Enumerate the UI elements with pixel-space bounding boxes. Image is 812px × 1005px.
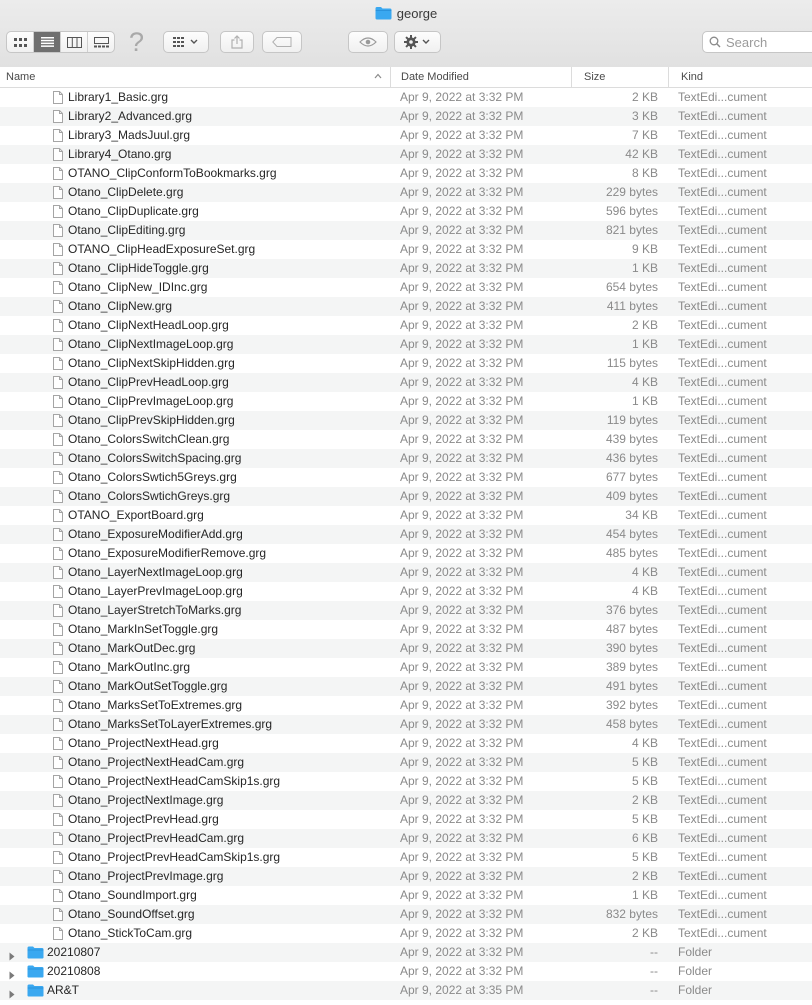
row-date-modified: Apr 9, 2022 at 3:32 PM bbox=[400, 660, 524, 674]
file-row[interactable] bbox=[0, 867, 812, 886]
row-name: Otano_ProjectPrevHeadCam.grg bbox=[68, 831, 245, 845]
row-kind: TextEdi...cument bbox=[678, 660, 767, 674]
file-row[interactable] bbox=[0, 601, 812, 620]
file-row[interactable] bbox=[0, 202, 812, 221]
folder-row[interactable] bbox=[0, 962, 812, 981]
quick-look-button[interactable] bbox=[348, 31, 388, 53]
row-date-modified: Apr 9, 2022 at 3:32 PM bbox=[400, 736, 524, 750]
folder-row[interactable] bbox=[0, 981, 812, 1000]
share-icon bbox=[231, 35, 243, 49]
row-date-modified: Apr 9, 2022 at 3:32 PM bbox=[400, 508, 524, 522]
file-row[interactable] bbox=[0, 221, 812, 240]
row-name: OTANO_ClipConformToBookmarks.grg bbox=[68, 166, 277, 180]
action-menu-button[interactable] bbox=[394, 31, 441, 53]
row-size: 411 bytes bbox=[606, 299, 658, 313]
gallery-view-button[interactable] bbox=[88, 32, 114, 52]
row-date-modified: Apr 9, 2022 at 3:32 PM bbox=[400, 147, 524, 161]
row-date-modified: Apr 9, 2022 at 3:32 PM bbox=[400, 565, 524, 579]
row-name: Otano_SoundOffset.grg bbox=[68, 907, 195, 921]
row-size: 439 bytes bbox=[605, 432, 658, 446]
row-kind: TextEdi...cument bbox=[678, 242, 767, 256]
row-date-modified: Apr 9, 2022 at 3:32 PM bbox=[400, 109, 524, 123]
search-placeholder: Search bbox=[726, 34, 768, 50]
tags-button[interactable] bbox=[262, 31, 302, 53]
row-kind: TextEdi...cument bbox=[678, 717, 767, 731]
file-row[interactable] bbox=[0, 164, 812, 183]
row-name: OTANO_ExportBoard.grg bbox=[68, 508, 204, 522]
row-kind: TextEdi...cument bbox=[678, 565, 767, 579]
row-size: 832 bytes bbox=[605, 907, 658, 921]
row-date-modified: Apr 9, 2022 at 3:32 PM bbox=[400, 831, 524, 845]
row-size: 119 bytes bbox=[606, 413, 658, 427]
row-size: 115 bytes bbox=[606, 356, 658, 370]
row-size: 390 bytes bbox=[605, 641, 658, 655]
row-kind: TextEdi...cument bbox=[678, 584, 767, 598]
row-name: Otano_ClipNew_IDInc.grg bbox=[68, 280, 208, 294]
row-kind: TextEdi...cument bbox=[678, 641, 767, 655]
row-kind: TextEdi...cument bbox=[678, 90, 767, 104]
row-size: 436 bytes bbox=[605, 451, 658, 465]
file-row[interactable] bbox=[0, 525, 812, 544]
column-header-kind[interactable] bbox=[675, 67, 812, 87]
row-kind: TextEdi...cument bbox=[678, 907, 767, 921]
row-name: Otano_MarkInSetToggle.grg bbox=[68, 622, 219, 636]
row-size: 2 KB bbox=[631, 869, 658, 883]
row-name: AR&T bbox=[47, 983, 80, 997]
sort-ascending-icon bbox=[374, 73, 382, 79]
gear-icon bbox=[404, 35, 432, 49]
row-date-modified: Apr 9, 2022 at 3:32 PM bbox=[400, 128, 524, 142]
row-date-modified: Apr 9, 2022 at 3:32 PM bbox=[400, 546, 524, 560]
row-date-modified: Apr 9, 2022 at 3:32 PM bbox=[400, 622, 524, 636]
row-kind: TextEdi...cument bbox=[678, 527, 767, 541]
row-kind: TextEdi...cument bbox=[678, 337, 767, 351]
row-size: 677 bytes bbox=[605, 470, 658, 484]
file-row[interactable] bbox=[0, 107, 812, 126]
row-size: 458 bytes bbox=[605, 717, 658, 731]
row-size: -- bbox=[650, 983, 658, 997]
row-date-modified: Apr 9, 2022 at 3:32 PM bbox=[400, 413, 524, 427]
file-row[interactable] bbox=[0, 259, 812, 278]
row-size: 1 KB bbox=[631, 337, 658, 351]
row-kind: TextEdi...cument bbox=[678, 394, 767, 408]
file-row[interactable] bbox=[0, 905, 812, 924]
row-size: 5 KB bbox=[631, 850, 658, 864]
file-row[interactable] bbox=[0, 886, 812, 905]
share-button[interactable] bbox=[220, 31, 254, 53]
row-kind: TextEdi...cument bbox=[678, 698, 767, 712]
file-row[interactable] bbox=[0, 316, 812, 335]
row-date-modified: Apr 9, 2022 at 3:32 PM bbox=[400, 337, 524, 351]
row-name: Otano_ClipEditing.grg bbox=[68, 223, 186, 237]
row-size: 2 KB bbox=[631, 793, 658, 807]
row-kind: TextEdi...cument bbox=[678, 299, 767, 313]
row-name: Otano_ProjectNextImage.grg bbox=[68, 793, 224, 807]
row-name: Library4_Otano.grg bbox=[68, 147, 172, 161]
window-title: george bbox=[396, 5, 438, 21]
row-kind: TextEdi...cument bbox=[678, 926, 767, 940]
row-kind: TextEdi...cument bbox=[678, 470, 767, 484]
file-row[interactable] bbox=[0, 677, 812, 696]
file-row[interactable] bbox=[0, 430, 812, 449]
file-row[interactable] bbox=[0, 620, 812, 639]
row-date-modified: Apr 9, 2022 at 3:32 PM bbox=[400, 223, 524, 237]
file-row[interactable] bbox=[0, 392, 812, 411]
column-view-icon bbox=[67, 37, 82, 48]
row-size: 42 KB bbox=[625, 147, 658, 161]
row-size: 2 KB bbox=[631, 318, 658, 332]
search-icon bbox=[709, 36, 721, 48]
row-kind: TextEdi...cument bbox=[678, 888, 767, 902]
file-row[interactable] bbox=[0, 734, 812, 753]
row-size: 389 bytes bbox=[605, 660, 658, 674]
row-date-modified: Apr 9, 2022 at 3:32 PM bbox=[400, 261, 524, 275]
row-date-modified: Apr 9, 2022 at 3:32 PM bbox=[400, 356, 524, 370]
folder-icon bbox=[27, 984, 44, 1003]
row-kind: TextEdi...cument bbox=[678, 413, 767, 427]
file-row[interactable] bbox=[0, 544, 812, 563]
row-size: 6 KB bbox=[631, 831, 658, 845]
file-row[interactable] bbox=[0, 506, 812, 525]
row-name: Otano_ColorsSwtich5Greys.grg bbox=[68, 470, 237, 484]
row-size: 5 KB bbox=[631, 812, 658, 826]
tag-icon bbox=[272, 37, 292, 47]
row-kind: TextEdi...cument bbox=[678, 774, 767, 788]
row-name: Otano_MarksSetToLayerExtremes.grg bbox=[68, 717, 273, 731]
file-row[interactable] bbox=[0, 335, 812, 354]
row-kind: TextEdi...cument bbox=[678, 356, 767, 370]
row-name: Otano_ExposureModifierAdd.grg bbox=[68, 527, 243, 541]
file-row[interactable] bbox=[0, 563, 812, 582]
folder-icon bbox=[375, 6, 392, 20]
row-date-modified: Apr 9, 2022 at 3:32 PM bbox=[400, 679, 524, 693]
row-name: Otano_ColorsSwitchClean.grg bbox=[68, 432, 230, 446]
row-date-modified: Apr 9, 2022 at 3:32 PM bbox=[400, 793, 524, 807]
row-name: Otano_LayerNextImageLoop.grg bbox=[68, 565, 243, 579]
row-kind: TextEdi...cument bbox=[678, 736, 767, 750]
file-row[interactable] bbox=[0, 373, 812, 392]
row-date-modified: Apr 9, 2022 at 3:32 PM bbox=[400, 641, 524, 655]
row-kind: Folder bbox=[678, 983, 713, 997]
row-size: 1 KB bbox=[631, 394, 658, 408]
row-size: 487 bytes bbox=[605, 622, 658, 636]
row-name: Otano_MarkOutInc.grg bbox=[68, 660, 191, 674]
row-kind: TextEdi...cument bbox=[678, 869, 767, 883]
row-size: 409 bytes bbox=[605, 489, 658, 503]
row-date-modified: Apr 9, 2022 at 3:32 PM bbox=[400, 204, 524, 218]
file-row[interactable] bbox=[0, 772, 812, 791]
column-header-name-label: Name bbox=[6, 71, 36, 83]
row-date-modified: Apr 9, 2022 at 3:32 PM bbox=[400, 242, 524, 256]
file-row[interactable] bbox=[0, 183, 812, 202]
row-name: Library2_Advanced.grg bbox=[68, 109, 193, 123]
row-date-modified: Apr 9, 2022 at 3:32 PM bbox=[400, 926, 524, 940]
row-name: Otano_ProjectNextHead.grg bbox=[68, 736, 219, 750]
row-date-modified: Apr 9, 2022 at 3:32 PM bbox=[400, 584, 524, 598]
row-size: -- bbox=[650, 964, 658, 978]
row-name: Otano_ColorsSwitchSpacing.grg bbox=[68, 451, 242, 465]
file-row[interactable] bbox=[0, 658, 812, 677]
column-header-size-label: Size bbox=[584, 71, 606, 83]
row-date-modified: Apr 9, 2022 at 3:32 PM bbox=[400, 888, 524, 902]
row-kind: TextEdi...cument bbox=[678, 318, 767, 332]
group-icon bbox=[173, 37, 199, 47]
row-size: 2 KB bbox=[631, 90, 658, 104]
row-name: Otano_ProjectPrevHeadCamSkip1s.grg bbox=[68, 850, 281, 864]
row-name: Library1_Basic.grg bbox=[68, 90, 169, 104]
row-name: Otano_LayerPrevImageLoop.grg bbox=[68, 584, 243, 598]
column-header-size[interactable] bbox=[578, 67, 669, 87]
row-date-modified: Apr 9, 2022 at 3:32 PM bbox=[400, 774, 524, 788]
icon-view-icon bbox=[14, 38, 27, 47]
row-name: Otano_ClipNextHeadLoop.grg bbox=[68, 318, 229, 332]
row-name: Otano_ClipPrevSkipHidden.grg bbox=[68, 413, 235, 427]
help-button[interactable]: ? bbox=[129, 27, 145, 57]
file-row[interactable] bbox=[0, 88, 812, 107]
row-kind: TextEdi...cument bbox=[678, 850, 767, 864]
list-view-button[interactable] bbox=[34, 32, 61, 52]
row-name: Otano_StickToCam.grg bbox=[68, 926, 193, 940]
row-size: 3 KB bbox=[631, 109, 658, 123]
file-row[interactable] bbox=[0, 240, 812, 259]
row-date-modified: Apr 9, 2022 at 3:32 PM bbox=[400, 280, 524, 294]
row-kind: TextEdi...cument bbox=[678, 508, 767, 522]
row-name: Otano_ProjectPrevHead.grg bbox=[68, 812, 219, 826]
file-row[interactable] bbox=[0, 639, 812, 658]
row-size: 596 bytes bbox=[605, 204, 658, 218]
gallery-view-icon bbox=[94, 37, 109, 48]
row-size: 1 KB bbox=[631, 888, 658, 902]
file-row[interactable] bbox=[0, 278, 812, 297]
column-header-name[interactable] bbox=[0, 67, 391, 87]
row-kind: Folder bbox=[678, 945, 713, 959]
row-name: Otano_ClipDelete.grg bbox=[68, 185, 184, 199]
file-row[interactable] bbox=[0, 848, 812, 867]
row-size: 4 KB bbox=[631, 375, 658, 389]
row-name: Otano_ClipPrevHeadLoop.grg bbox=[68, 375, 229, 389]
row-kind: TextEdi...cument bbox=[678, 812, 767, 826]
row-size: 392 bytes bbox=[605, 698, 658, 712]
list-view-icon bbox=[41, 37, 54, 47]
row-kind: TextEdi...cument bbox=[678, 793, 767, 807]
row-kind: Folder bbox=[678, 964, 713, 978]
row-date-modified: Apr 9, 2022 at 3:32 PM bbox=[400, 698, 524, 712]
row-kind: TextEdi...cument bbox=[678, 109, 767, 123]
row-kind: TextEdi...cument bbox=[678, 755, 767, 769]
row-size: 491 bytes bbox=[605, 679, 658, 693]
row-name: 20210808 bbox=[47, 964, 101, 978]
view-mode-switcher[interactable] bbox=[6, 31, 115, 53]
row-date-modified: Apr 9, 2022 at 3:32 PM bbox=[400, 185, 524, 199]
row-size: 34 KB bbox=[625, 508, 658, 522]
row-date-modified: Apr 9, 2022 at 3:32 PM bbox=[400, 299, 524, 313]
file-row[interactable] bbox=[0, 924, 812, 943]
row-name: Otano_ClipNew.grg bbox=[68, 299, 173, 313]
row-size: 9 KB bbox=[631, 242, 658, 256]
row-date-modified: Apr 9, 2022 at 3:32 PM bbox=[400, 166, 524, 180]
window-title-bar bbox=[0, 4, 812, 22]
row-name: Otano_ProjectNextHeadCamSkip1s.grg bbox=[68, 774, 281, 788]
row-date-modified: Apr 9, 2022 at 3:32 PM bbox=[400, 907, 524, 921]
file-row[interactable] bbox=[0, 126, 812, 145]
row-name: Otano_ExposureModifierRemove.grg bbox=[68, 546, 267, 560]
row-kind: TextEdi...cument bbox=[678, 489, 767, 503]
row-kind: TextEdi...cument bbox=[678, 451, 767, 465]
file-row[interactable] bbox=[0, 791, 812, 810]
row-kind: TextEdi...cument bbox=[678, 679, 767, 693]
file-row[interactable] bbox=[0, 411, 812, 430]
row-date-modified: Apr 9, 2022 at 3:32 PM bbox=[400, 375, 524, 389]
row-size: 5 KB bbox=[631, 774, 658, 788]
row-kind: TextEdi...cument bbox=[678, 432, 767, 446]
row-date-modified: Apr 9, 2022 at 3:32 PM bbox=[400, 318, 524, 332]
row-date-modified: Apr 9, 2022 at 3:32 PM bbox=[400, 755, 524, 769]
row-kind: TextEdi...cument bbox=[678, 128, 767, 142]
window-toolbar bbox=[0, 0, 812, 68]
row-date-modified: Apr 9, 2022 at 3:32 PM bbox=[400, 945, 524, 959]
row-size: 8 KB bbox=[631, 166, 658, 180]
row-size: 1 KB bbox=[631, 261, 658, 275]
group-by-button[interactable] bbox=[163, 31, 209, 53]
column-view-button[interactable] bbox=[61, 32, 88, 52]
file-row[interactable] bbox=[0, 449, 812, 468]
column-header-kind-label: Kind bbox=[681, 71, 704, 83]
row-name: Otano_ProjectNextHeadCam.grg bbox=[68, 755, 245, 769]
row-kind: TextEdi...cument bbox=[678, 166, 767, 180]
file-row[interactable] bbox=[0, 753, 812, 772]
row-size: 454 bytes bbox=[605, 527, 658, 541]
file-row[interactable] bbox=[0, 297, 812, 316]
row-kind: TextEdi...cument bbox=[678, 204, 767, 218]
row-date-modified: Apr 9, 2022 at 3:32 PM bbox=[400, 964, 524, 978]
row-kind: TextEdi...cument bbox=[678, 261, 767, 275]
row-kind: TextEdi...cument bbox=[678, 546, 767, 560]
row-size: 2 KB bbox=[631, 926, 658, 940]
row-name: Library3_MadsJuul.grg bbox=[68, 128, 191, 142]
row-kind: TextEdi...cument bbox=[678, 375, 767, 389]
row-name: 20210807 bbox=[47, 945, 101, 959]
row-kind: TextEdi...cument bbox=[678, 223, 767, 237]
row-name: Otano_ProjectPrevImage.grg bbox=[68, 869, 224, 883]
row-name: Otano_MarkOutDec.grg bbox=[68, 641, 196, 655]
file-row[interactable] bbox=[0, 468, 812, 487]
row-date-modified: Apr 9, 2022 at 3:32 PM bbox=[400, 717, 524, 731]
column-header-bar bbox=[0, 67, 812, 88]
row-date-modified: Apr 9, 2022 at 3:32 PM bbox=[400, 470, 524, 484]
icon-view-button[interactable] bbox=[7, 32, 34, 52]
row-date-modified: Apr 9, 2022 at 3:32 PM bbox=[400, 451, 524, 465]
row-size: 7 KB bbox=[631, 128, 658, 142]
row-size: 229 bytes bbox=[605, 185, 658, 199]
row-name: Otano_ClipHideToggle.grg bbox=[68, 261, 209, 275]
search-field[interactable] bbox=[702, 31, 812, 53]
row-name: Otano_ClipNextSkipHidden.grg bbox=[68, 356, 235, 370]
row-kind: TextEdi...cument bbox=[678, 831, 767, 845]
row-kind: TextEdi...cument bbox=[678, 147, 767, 161]
file-row[interactable] bbox=[0, 487, 812, 506]
row-name: Otano_LayerStretchToMarks.grg bbox=[68, 603, 242, 617]
row-name: Otano_SoundImport.grg bbox=[68, 888, 197, 902]
row-name: Otano_MarkOutSetToggle.grg bbox=[68, 679, 228, 693]
file-row[interactable] bbox=[0, 715, 812, 734]
file-row[interactable] bbox=[0, 696, 812, 715]
row-size: 4 KB bbox=[631, 565, 658, 579]
file-row[interactable] bbox=[0, 582, 812, 601]
row-name: Otano_ClipDuplicate.grg bbox=[68, 204, 199, 218]
row-date-modified: Apr 9, 2022 at 3:32 PM bbox=[400, 869, 524, 883]
row-date-modified: Apr 9, 2022 at 3:32 PM bbox=[400, 850, 524, 864]
row-size: -- bbox=[650, 945, 658, 959]
column-header-date-label: Date Modified bbox=[401, 71, 469, 83]
row-date-modified: Apr 9, 2022 at 3:32 PM bbox=[400, 603, 524, 617]
row-kind: TextEdi...cument bbox=[678, 622, 767, 636]
row-size: 5 KB bbox=[631, 755, 658, 769]
row-date-modified: Apr 9, 2022 at 3:32 PM bbox=[400, 394, 524, 408]
row-date-modified: Apr 9, 2022 at 3:35 PM bbox=[400, 983, 524, 997]
row-size: 4 KB bbox=[631, 584, 658, 598]
folder-row[interactable] bbox=[0, 943, 812, 962]
row-date-modified: Apr 9, 2022 at 3:32 PM bbox=[400, 527, 524, 541]
file-row[interactable] bbox=[0, 829, 812, 848]
file-row[interactable] bbox=[0, 810, 812, 829]
row-size: 4 KB bbox=[631, 736, 658, 750]
row-name: Otano_ColorsSwtichGreys.grg bbox=[68, 489, 231, 503]
row-date-modified: Apr 9, 2022 at 3:32 PM bbox=[400, 489, 524, 503]
row-size: 654 bytes bbox=[605, 280, 658, 294]
file-row[interactable] bbox=[0, 354, 812, 373]
row-kind: TextEdi...cument bbox=[678, 603, 767, 617]
row-size: 376 bytes bbox=[605, 603, 658, 617]
row-name: Otano_MarksSetToExtremes.grg bbox=[68, 698, 243, 712]
row-name: Otano_ClipPrevImageLoop.grg bbox=[68, 394, 234, 408]
disclosure-triangle-icon[interactable] bbox=[9, 986, 15, 1005]
row-name: Otano_ClipNextImageLoop.grg bbox=[68, 337, 234, 351]
eye-icon bbox=[359, 37, 377, 47]
row-size: 485 bytes bbox=[605, 546, 658, 560]
row-date-modified: Apr 9, 2022 at 3:32 PM bbox=[400, 812, 524, 826]
row-kind: TextEdi...cument bbox=[678, 280, 767, 294]
file-row[interactable] bbox=[0, 145, 812, 164]
row-date-modified: Apr 9, 2022 at 3:32 PM bbox=[400, 432, 524, 446]
row-size: 821 bytes bbox=[605, 223, 658, 237]
row-name: OTANO_ClipHeadExposureSet.grg bbox=[68, 242, 256, 256]
column-header-date[interactable] bbox=[395, 67, 572, 87]
row-kind: TextEdi...cument bbox=[678, 185, 767, 199]
row-date-modified: Apr 9, 2022 at 3:32 PM bbox=[400, 90, 524, 104]
